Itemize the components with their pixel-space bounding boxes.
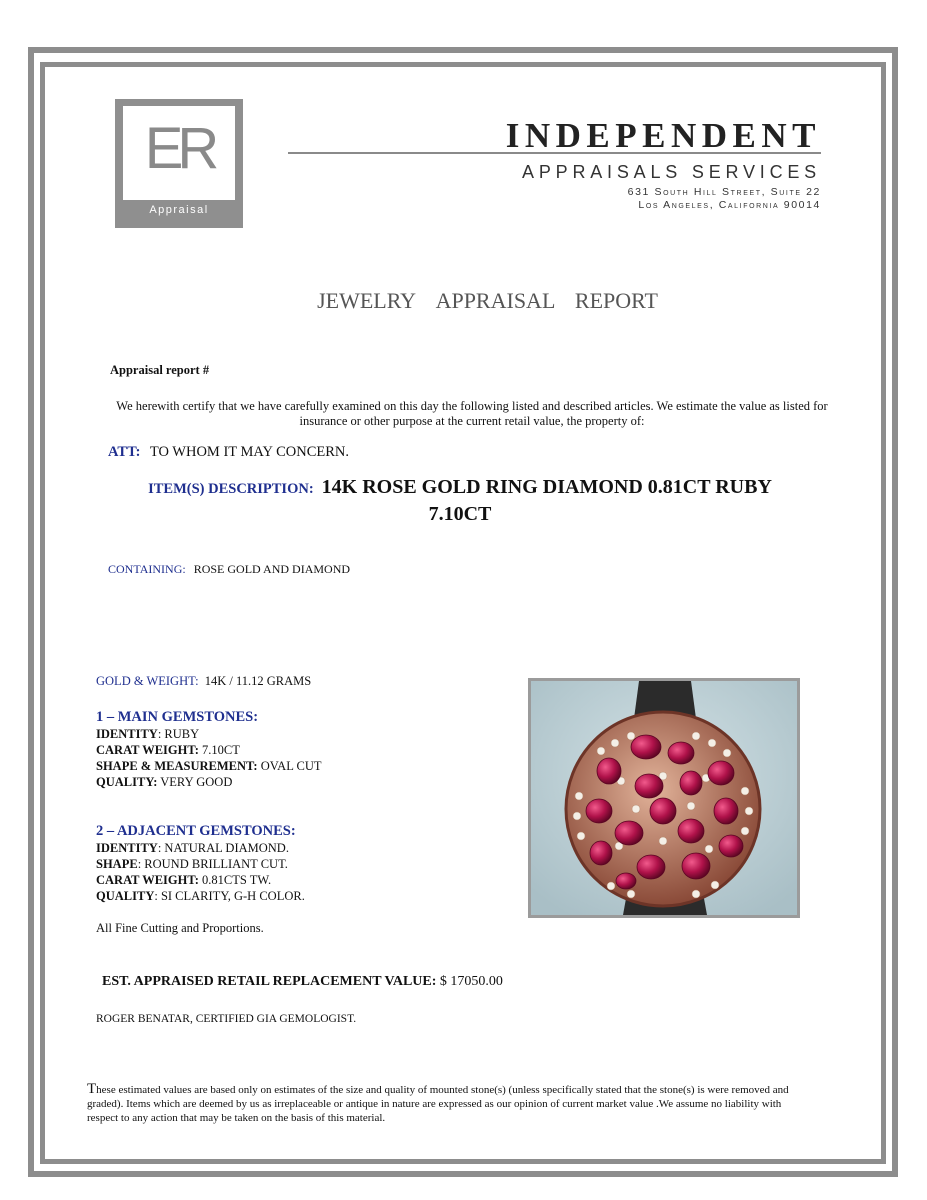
- company-address-line2: Los Angeles, California 90014: [638, 199, 821, 211]
- disclaimer-initial: T: [87, 1081, 97, 1097]
- fine-cutting-note: All Fine Cutting and Proportions.: [96, 921, 264, 935]
- containing-value: ROSE GOLD AND DIAMOND: [193, 562, 351, 576]
- main-shape-row: SHAPE & MEASUREMENT: OVAL CUT: [96, 759, 322, 773]
- att-label: ATT:: [108, 444, 141, 460]
- disclaimer: [87, 1082, 792, 1125]
- ring-photo: [528, 678, 800, 918]
- report-title-word: APPRAISAL: [435, 288, 556, 313]
- gold-weight-label: GOLD & WEIGHT:: [96, 674, 199, 688]
- main-gemstones-heading: 1 – MAIN GEMSTONES:: [96, 709, 259, 725]
- er-appraisal-logo: [115, 99, 243, 228]
- appraised-value-label: EST. APPRAISED RETAIL REPLACEMENT VALUE:: [102, 974, 437, 989]
- logo-caption: Appraisal: [149, 204, 209, 216]
- gemologist-signature-line: ROGER BENATAR, CERTIFIED GIA GEMOLOGIST.: [96, 1013, 357, 1025]
- ring-image: [531, 681, 797, 915]
- gold-weight-line: [96, 673, 311, 689]
- adjacent-carat-row: CARAT WEIGHT: 0.81CTS TW.: [96, 873, 272, 887]
- containing-label: CONTAINING:: [108, 562, 186, 576]
- certification-text: We herewith certify that we have carefully examined on this day the following listed and described articles. We estimate the value as listed for insurance or other purpose at the current retail value, the property of:: [116, 399, 828, 428]
- adjacent-gemstones-heading: 2 – ADJACENT GEMSTONES:: [96, 823, 296, 839]
- logo-monogram: ER: [144, 116, 214, 181]
- main-gemstones-section: [96, 709, 322, 790]
- main-identity-row: IDENTITY: RUBY: [96, 727, 200, 741]
- adjacent-shape-row: SHAPE: ROUND BRILLIANT CUT.: [96, 857, 288, 871]
- appraisal-number-label: Appraisal report #: [110, 363, 210, 377]
- report-title-word: REPORT: [574, 288, 658, 313]
- main-carat-row: CARAT WEIGHT: 7.10CT: [96, 743, 240, 757]
- attention-line: [108, 443, 349, 461]
- adjacent-identity-row: IDENTITY: NATURAL DIAMOND.: [96, 841, 289, 855]
- adjacent-quality-row: QUALITY: SI CLARITY, G-H COLOR.: [96, 889, 305, 903]
- report-title-word: JEWELRY: [317, 288, 417, 313]
- disclaimer-text: hese estimated values are based only on estimates of the size and quality of mounted stone(s) (unless specifically stated that the stone(s) is were removed and graded). Items which are deemed by us as irreplaceable or antique in nature are expressed as our opinion of current market value .We assume no liability with respect to any action that may be taken on the basis of this material.: [87, 1084, 789, 1124]
- company-name: INDEPENDENT: [505, 116, 821, 155]
- item-description-label: ITEM(S) DESCRIPTION:: [148, 481, 314, 497]
- main-quality-row: QUALITY: VERY GOOD: [96, 775, 233, 789]
- item-description-value: 14K ROSE GOLD RING DIAMOND 0.81CT RUBY 7.10CT: [321, 476, 772, 525]
- gold-weight-value: 14K / 11.12 GRAMS: [204, 674, 312, 688]
- appraised-value-amount: $ 17050.00: [436, 974, 503, 989]
- item-description: [120, 475, 800, 527]
- report-title: [0, 287, 927, 315]
- containing-line: [108, 562, 350, 577]
- appraised-value-line: [102, 973, 503, 991]
- att-value: TO WHOM IT MAY CONCERN.: [149, 444, 350, 460]
- company-address-line1: 631 South Hill Street, Suite 22: [627, 186, 821, 198]
- adjacent-gemstones-section: [96, 823, 305, 904]
- company-subtitle: APPRAISALS SERVICES: [522, 162, 821, 182]
